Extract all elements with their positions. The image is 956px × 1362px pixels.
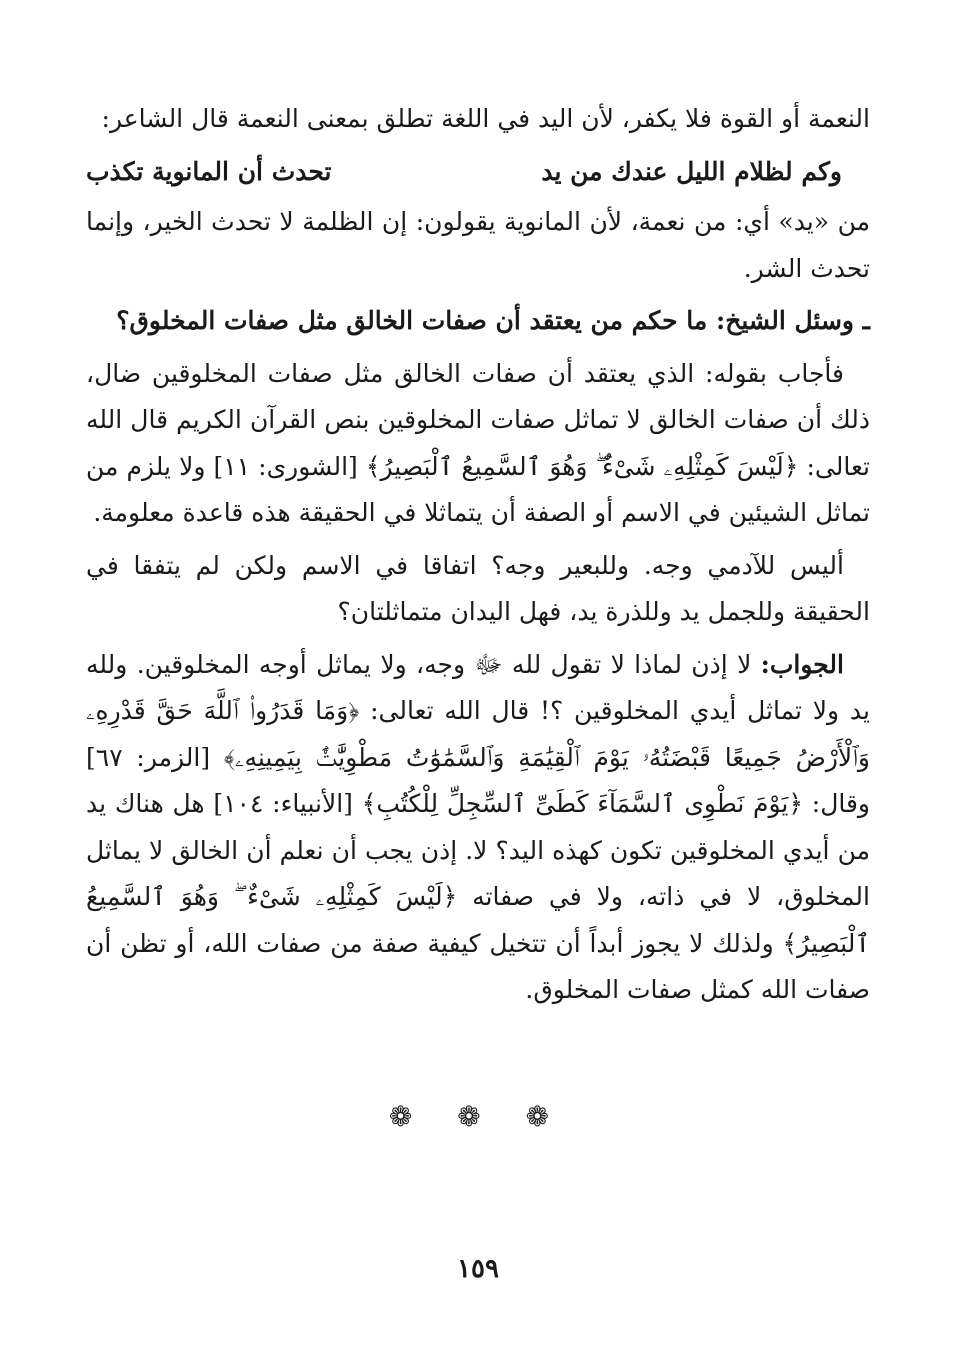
paragraph-2: من «يد» أي: من نعمة، لأن المانوية يقولون: إن الظلمة لا تحدث الخير، وإنما تحدث الشر. <box>86 207 870 283</box>
paragraph-5 <box>86 642 870 1014</box>
paragraph-5-text-b: [الزمر: ٦٧] وقال: <box>86 742 870 818</box>
paragraph-3-text-a: فأجاب بقوله: الذي يعتقد أن صفات الخالق مثل صفات المخلوقين ضال، ذلك أن صفات الخالق لا تماثل صفات المخلوقين بنص القرآن الكريم قال الله تعالى: <box>86 358 870 481</box>
section-separator-icon: ❁ ❁ ❁ <box>388 1100 568 1133</box>
paragraph-3 <box>86 351 870 537</box>
page-body <box>86 96 870 1020</box>
quran-verse-zumar: ﴿وَمَا قَدَرُوا۟ ٱللَّهَ حَقَّ قَدْرِهِۦ وَٱلْأَرْضُ جَمِيعًا قَبْضَتُهُۥ يَوْمَ ٱلْقِيَٰمَةِ وَٱلسَّمَٰوَٰتُ مَطْوِيَّٰتٌۢ بِيَمِينِهِۦ﴾ <box>86 696 870 772</box>
verse-second-hemistich: تحدث أن المانوية تكذب <box>86 156 332 186</box>
paragraph-5-text-c: [الأنبياء: ١٠٤] هل هناك يد من أيدي المخلوقين تكون كهذه اليد؟ لا. إذن يجب أن نعلم أن الخالق لا يماثل المخلوق، لا في ذاته، ولا في صفاته <box>86 789 870 911</box>
answer-label: الجواب: <box>760 649 844 679</box>
poetry-verse <box>86 149 870 196</box>
paragraph-5-text-a: لا إذن لماذا لا تقول لله ﷻ وجه، ولا يماثل أوجه المخلوقين. ولله يد ولا تماثل أيدي المخلوقين ؟! قال الله تعالى: <box>86 649 870 725</box>
question-heading: ـ وسئل الشيخ: ما حكم من يعتقد أن صفات الخالق مثل صفات المخلوق؟ <box>116 306 870 335</box>
page-number: ١٥٩ <box>457 1254 499 1284</box>
quran-verse-anbiya: ﴿يَوْمَ نَطْوِى ٱلسَّمَآءَ كَطَىِّ ٱلسِّجِلِّ لِلْكُتُبِ﴾ <box>361 789 804 818</box>
quran-verse-shura: ﴿لَيْسَ كَمِثْلِهِۦ شَىْءٌ ۖ وَهُوَ ٱلسَّمِيعُ ٱلْبَصِيرُ﴾ <box>365 451 799 481</box>
verse-first-hemistich: وكم لظلام الليل عندك من يد <box>541 156 842 186</box>
paragraph-3-text-b: [الشورى: ١١] ولا يلزم من تماثل الشيئين في الاسم أو الصفة أن يتماثلا في الحقيقة هذه قاعدة معلومة. <box>86 451 870 527</box>
paragraph-5-text-d: ولذلك لا يجوز أبداً أن تتخيل كيفية صفة من صفات الله، أو تظن أن صفات الله كمثل صفات المخلوق. <box>86 928 870 1004</box>
paragraph-4: أليس للآدمي وجه. وللبعير وجه؟ اتفاقا في الاسم ولكن لم يتفقا في الحقيقة وللجمل يد وللذرة يد، فهل اليدان متماثلتان؟ <box>86 550 870 626</box>
quran-verse-shura-2: ﴿لَيْسَ كَمِثْلِهِۦ شَىْءٌ ۖ وَهُوَ ٱلسَّمِيعُ ٱلْبَصِيرُ﴾ <box>86 882 870 958</box>
paragraph-1: النعمة أو القوة فلا يكفر، لأن اليد في اللغة تطلق بمعنى النعمة قال الشاعر: <box>101 104 870 133</box>
